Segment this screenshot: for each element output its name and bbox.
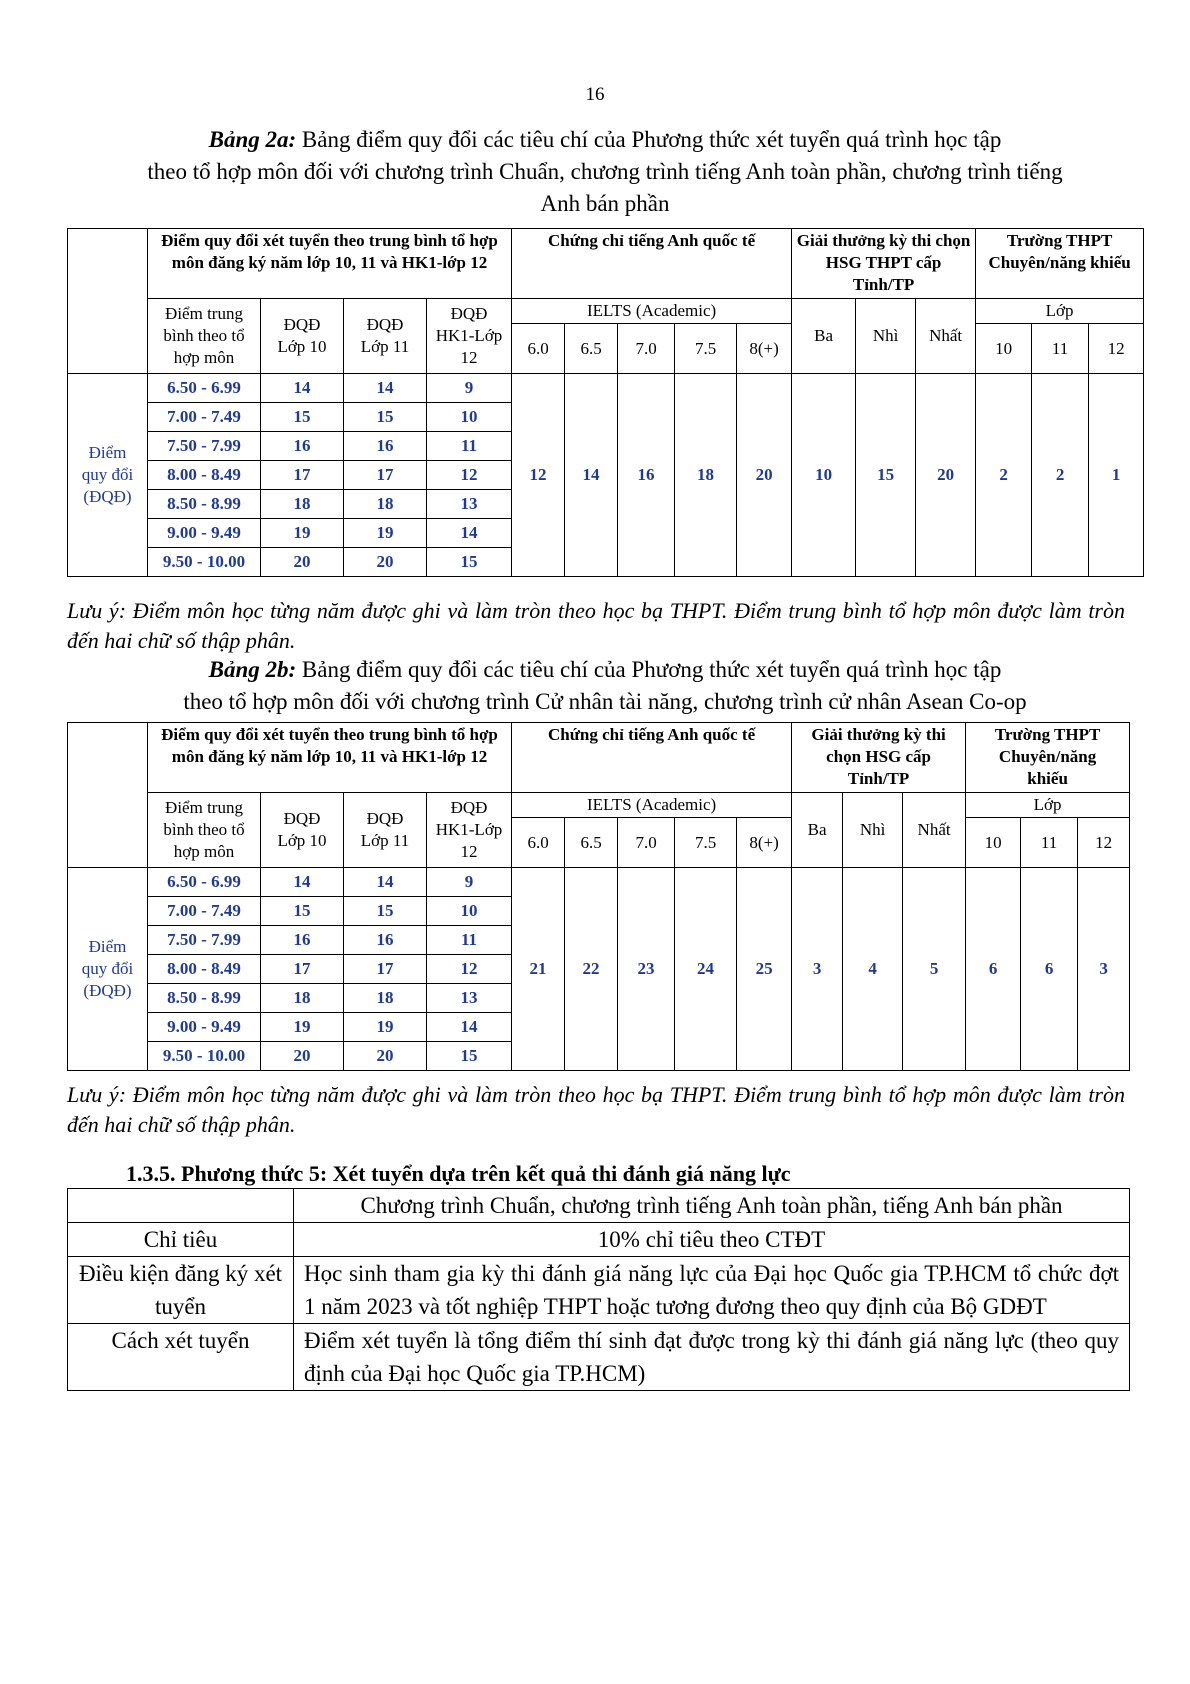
caption-text: Bảng điểm quy đổi các tiêu chí của Phương thức xét tuyển quá trình học tập (296, 657, 1002, 682)
ielts-level: 6.0 (512, 324, 565, 373)
table-row (68, 1257, 1130, 1324)
school-grade: 12 (1095, 833, 1113, 852)
school-grade: 11 (1032, 324, 1089, 373)
table-2b-note: Lưu ý: Điểm môn học từng năm được ghi và làm tròn theo học bạ THPT. Điểm trung bình tổ hợp môn được làm tròn đến hai chữ số thập phân. (67, 1082, 1125, 1137)
grade10-cell: 14 (261, 868, 344, 897)
row-label: Chỉ tiêu (68, 1223, 294, 1257)
table-row (68, 868, 1130, 897)
award-level: Nhất (903, 793, 966, 868)
ielts-level: 6.5 (565, 324, 618, 373)
grade10-cell: 16 (261, 432, 344, 461)
grade10-cell: 18 (261, 984, 344, 1013)
ielts-level: 6.5 (565, 818, 618, 867)
sub-lop: Lớp (966, 793, 1129, 818)
row-label: Điều kiện đăng ký xét tuyển (68, 1257, 294, 1324)
grade11-cell: 16 (344, 926, 427, 955)
grade10-cell: 16 (261, 926, 344, 955)
grade12-cell: 14 (427, 1013, 512, 1042)
school-grade: 11 (1021, 818, 1078, 867)
grade12-cell: 15 (427, 1042, 512, 1071)
range-cell: 7.50 - 7.99 (148, 432, 261, 461)
award-level: Ba (792, 793, 843, 868)
row-label: Điểm quy đổi (ĐQĐ) (68, 374, 148, 577)
sub-11: ĐQĐ Lớp 11 (344, 793, 427, 868)
ielts-point: 20 (737, 374, 792, 577)
ielts-point: 14 (565, 374, 618, 577)
range-cell: 9.50 - 10.00 (148, 1042, 261, 1071)
grade12-cell: 9 (427, 374, 512, 403)
range-cell: 6.50 - 6.99 (148, 374, 261, 403)
school-point: 6 (966, 868, 1021, 1071)
grade11-cell: 17 (344, 461, 427, 490)
empty-cell (68, 1189, 294, 1223)
award-level: Nhất (916, 299, 976, 374)
table-row (68, 374, 1144, 403)
range-cell: 6.50 - 6.99 (148, 868, 261, 897)
corner-cell (68, 229, 148, 374)
header-ielts: Chứng chỉ tiếng Anh quốc tế (512, 229, 792, 299)
ielts-subheader (512, 793, 792, 868)
grade10-cell: 20 (261, 1042, 344, 1071)
program-header: Chương trình Chuẩn, chương trình tiếng Anh toàn phần, tiếng Anh bán phần (294, 1189, 1130, 1223)
range-cell: 8.50 - 8.99 (148, 984, 261, 1013)
grade12-cell: 10 (427, 403, 512, 432)
grade11-cell: 20 (344, 1042, 427, 1071)
grade12-cell: 12 (427, 955, 512, 984)
caption-label: Bảng 2b: (208, 657, 297, 682)
grade12-cell: 10 (427, 897, 512, 926)
row-value: Điểm xét tuyển là tổng điểm thí sinh đạt được trong kỳ thi đánh giá năng lực (theo quy định của Đại học Quốc gia TP.HCM) (294, 1324, 1130, 1391)
grade11-cell: 19 (344, 1013, 427, 1042)
grade10-cell: 17 (261, 461, 344, 490)
grade12-cell: 14 (427, 519, 512, 548)
grade11-cell: 17 (344, 955, 427, 984)
sub-ielts: IELTS (Academic) (512, 793, 791, 818)
range-cell: 8.50 - 8.99 (148, 490, 261, 519)
grade12-cell: 11 (427, 432, 512, 461)
caption-text: Bảng điểm quy đổi các tiêu chí của Phương thức xét tuyển quá trình học tập (296, 127, 1002, 152)
grade11-cell: 19 (344, 519, 427, 548)
table-2b (67, 722, 1130, 1071)
header-gpa: Điểm quy đổi xét tuyển theo trung bình tổ hợp môn đăng ký năm lớp 10, 11 và HK1-lớp 12 (148, 229, 512, 299)
ielts-point: 22 (565, 868, 618, 1071)
ielts-point: 12 (512, 374, 565, 577)
school-subheader (966, 793, 1130, 868)
range-cell: 7.00 - 7.49 (148, 897, 261, 926)
range-cell: 7.50 - 7.99 (148, 926, 261, 955)
grade11-cell: 15 (344, 403, 427, 432)
ielts-point: 18 (675, 374, 737, 577)
grade12-cell: 12 (427, 461, 512, 490)
sub-10: ĐQĐ Lớp 10 (261, 793, 344, 868)
caption-text: theo tổ hợp môn đối với chương trình Chuẩn, chương trình tiếng Anh toàn phần, chương trình tiếng (147, 159, 1063, 184)
ielts-level: 6.0 (512, 818, 565, 867)
ielts-subheader (512, 299, 792, 374)
sub-10: ĐQĐ Lớp 10 (261, 299, 344, 374)
ielts-level: 7.5 (675, 324, 737, 373)
grade11-cell: 16 (344, 432, 427, 461)
grade10-cell: 15 (261, 403, 344, 432)
range-cell: 9.00 - 9.49 (148, 519, 261, 548)
grade10-cell: 17 (261, 955, 344, 984)
school-subheader (976, 299, 1144, 374)
corner-cell (68, 723, 148, 868)
header-gpa: Điểm quy đổi xét tuyển theo trung bình tổ hợp môn đăng ký năm lớp 10, 11 và HK1-lớp 12 (148, 723, 512, 793)
school-point: 2 (976, 374, 1032, 577)
grade10-cell: 19 (261, 519, 344, 548)
sub-ielts: IELTS (Academic) (512, 299, 791, 324)
award-point: 20 (916, 374, 976, 577)
table-2a-note: Lưu ý: Điểm môn học từng năm được ghi và làm tròn theo học bạ THPT. Điểm trung bình tổ hợp môn được làm tròn đến hai chữ số thập phân. (67, 598, 1125, 653)
sub-11: ĐQĐ Lớp 11 (344, 299, 427, 374)
grade10-cell: 15 (261, 897, 344, 926)
table-2a-caption (70, 124, 1140, 220)
school-grade: 12 (1107, 339, 1125, 358)
school-point: 3 (1078, 868, 1130, 1071)
range-cell: 8.00 - 8.49 (148, 955, 261, 984)
header-award: Giải thưởng kỳ thi chọn HSG THPT cấp Tỉnh/TP (792, 229, 976, 299)
grade10-cell: 20 (261, 548, 344, 577)
award-point: 4 (843, 868, 903, 1071)
ielts-level: 7.0 (618, 324, 675, 373)
grade10-cell: 14 (261, 374, 344, 403)
school-grade: 10 (976, 324, 1032, 373)
method-5-table (67, 1188, 1130, 1391)
grade11-cell: 14 (344, 868, 427, 897)
ielts-level: 7.5 (675, 818, 737, 867)
ielts-point: 24 (675, 868, 737, 1071)
range-cell: 9.00 - 9.49 (148, 1013, 261, 1042)
award-level: Nhì (843, 793, 903, 868)
sub-12: ĐQĐ HK1-Lớp 12 (427, 793, 512, 868)
caption-text: Anh bán phần (540, 191, 670, 216)
grade11-cell: 20 (344, 548, 427, 577)
grade12-cell: 15 (427, 548, 512, 577)
grade11-cell: 15 (344, 897, 427, 926)
header-ielts: Chứng chỉ tiếng Anh quốc tế (512, 723, 792, 793)
grade12-cell: 9 (427, 868, 512, 897)
ielts-level: 8(+) (749, 833, 779, 852)
caption-label: Bảng 2a: (208, 127, 297, 152)
award-level: Ba (792, 299, 856, 374)
award-point: 3 (792, 868, 843, 1071)
grade10-cell: 19 (261, 1013, 344, 1042)
sub-12: ĐQĐ HK1-Lớp 12 (427, 299, 512, 374)
range-cell: 8.00 - 8.49 (148, 461, 261, 490)
table-row (68, 1189, 1130, 1223)
award-point: 10 (792, 374, 856, 577)
section-heading: 1.3.5. Phương thức 5: Xét tuyển dựa trên kết quả thi đánh giá năng lực (126, 1161, 791, 1186)
header-school: Trường THPT Chuyên/năng khiếu (976, 229, 1144, 299)
ielts-point: 25 (737, 868, 792, 1071)
grade11-cell: 18 (344, 984, 427, 1013)
ielts-point: 16 (618, 374, 675, 577)
ielts-point: 21 (512, 868, 565, 1071)
table-2a (67, 228, 1144, 577)
school-point: 6 (1021, 868, 1078, 1071)
row-value: Học sinh tham gia kỳ thi đánh giá năng lực của Đại học Quốc gia TP.HCM tổ chức đợt 1 năm 2023 và tốt nghiệp THPT hoặc tương đương theo quy định của Bộ GDĐT (294, 1257, 1130, 1324)
grade11-cell: 18 (344, 490, 427, 519)
row-label: Điểm quy đổi (ĐQĐ) (68, 868, 148, 1071)
header-award: Giải thưởng kỳ thi chọn HSG cấp Tỉnh/TP (792, 723, 966, 793)
school-point: 1 (1089, 374, 1144, 577)
ielts-level: 8(+) (749, 339, 779, 358)
sub-lop: Lớp (976, 299, 1143, 324)
award-point: 5 (903, 868, 966, 1071)
table-row (68, 1223, 1130, 1257)
grade12-cell: 13 (427, 490, 512, 519)
grade12-cell: 13 (427, 984, 512, 1013)
grade10-cell: 18 (261, 490, 344, 519)
school-point: 2 (1032, 374, 1089, 577)
sub-avg: Điểm trung bình theo tổ hợp môn (148, 793, 261, 868)
grade11-cell: 14 (344, 374, 427, 403)
page-number: 16 (585, 84, 605, 105)
ielts-point: 23 (618, 868, 675, 1071)
table-row (68, 1324, 1130, 1391)
sub-avg: Điểm trung bình theo tổ hợp môn (148, 299, 261, 374)
range-cell: 9.50 - 10.00 (148, 548, 261, 577)
award-point: 15 (856, 374, 916, 577)
caption-text: theo tổ hợp môn đối với chương trình Cử nhân tài năng, chương trình cử nhân Asean Co-op (183, 689, 1027, 714)
award-level: Nhì (856, 299, 916, 374)
header-school: Trường THPT Chuyên/năng khiếu (966, 723, 1130, 793)
table-2b-caption (70, 654, 1140, 718)
ielts-level: 7.0 (618, 818, 675, 867)
row-value: 10% chỉ tiêu theo CTĐT (294, 1223, 1130, 1257)
range-cell: 7.00 - 7.49 (148, 403, 261, 432)
grade12-cell: 11 (427, 926, 512, 955)
school-grade: 10 (966, 818, 1021, 867)
row-label: Cách xét tuyển (68, 1324, 294, 1391)
